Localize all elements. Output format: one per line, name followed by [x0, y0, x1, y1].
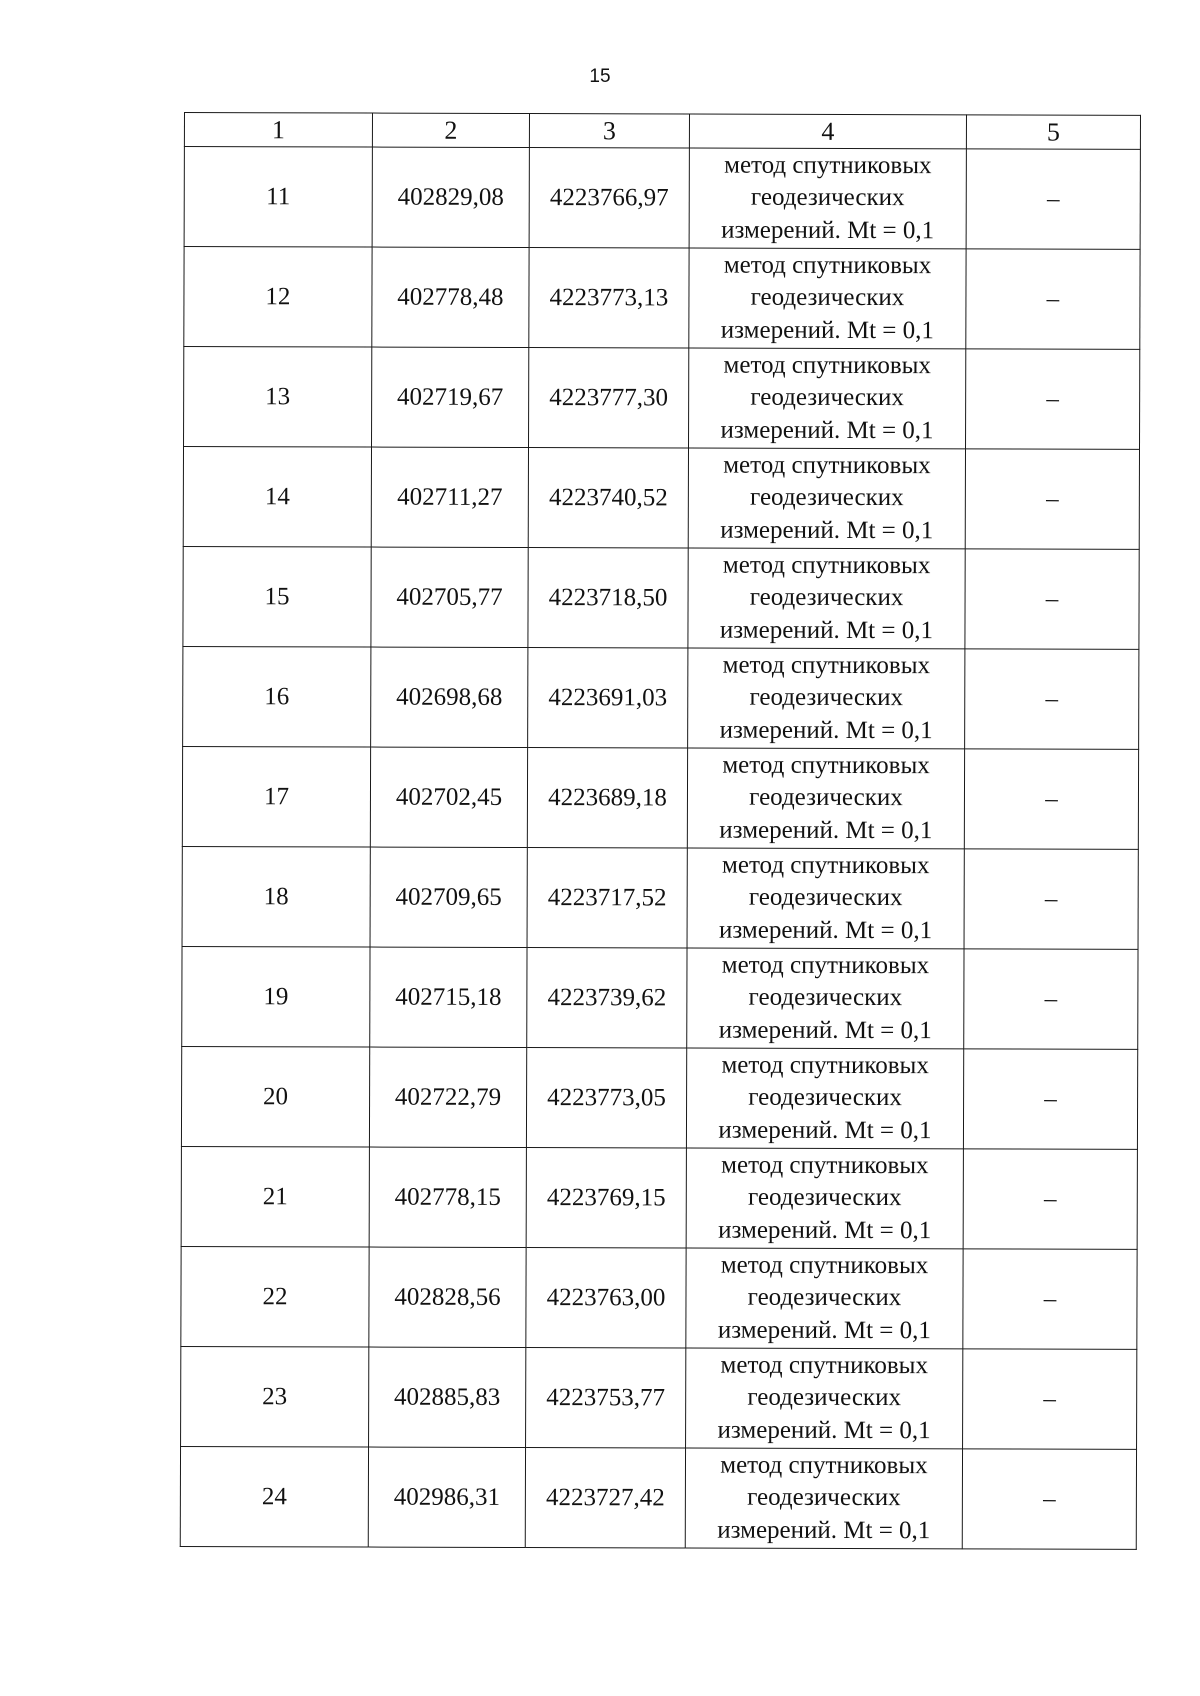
- method-cell: [689, 248, 966, 349]
- method-line: измерений. Mt = 0,1: [718, 1016, 932, 1044]
- method-line: метод спутниковых: [722, 751, 930, 779]
- method-line: метод спутниковых: [721, 1151, 929, 1179]
- y-coordinate-cell: 4223740,52: [528, 448, 688, 548]
- x-coordinate-cell: 402829,08: [372, 147, 529, 247]
- method-line: измерений. Mt = 0,1: [721, 216, 935, 244]
- column-header-4: 4: [689, 114, 966, 149]
- note-cell: –: [966, 349, 1140, 450]
- x-coordinate-cell: 402709,65: [370, 847, 527, 947]
- y-coordinate-cell: 4223766,97: [529, 148, 689, 248]
- method-cell: [689, 348, 966, 449]
- point-number-cell: 17: [182, 746, 370, 847]
- y-coordinate-cell: 4223769,15: [526, 1148, 686, 1248]
- x-coordinate-cell: 402698,68: [371, 647, 528, 747]
- y-coordinate-cell: 4223718,50: [528, 548, 688, 648]
- note-cell: –: [965, 549, 1139, 650]
- method-line: измерений. Mt = 0,1: [718, 1116, 932, 1144]
- method-line: измерений. Mt = 0,1: [719, 816, 933, 844]
- point-number-cell: 18: [182, 846, 370, 947]
- method-line: метод спутниковых: [724, 151, 932, 179]
- note-cell: –: [964, 749, 1138, 850]
- note-cell: –: [965, 649, 1139, 750]
- point-number-cell: 14: [183, 447, 371, 548]
- x-coordinate-cell: 402986,31: [368, 1447, 525, 1547]
- note-cell: –: [964, 949, 1138, 1050]
- point-number-cell: 21: [181, 1146, 369, 1247]
- column-header-5: 5: [966, 115, 1140, 150]
- table-body: [180, 147, 1140, 1550]
- method-cell: [685, 1448, 962, 1549]
- table-row: [182, 946, 1138, 1049]
- method-cell: [686, 1048, 963, 1149]
- method-line: метод спутниковых: [721, 951, 930, 979]
- x-coordinate-cell: 402778,15: [369, 1147, 526, 1247]
- y-coordinate-cell: 4223739,62: [527, 948, 687, 1048]
- method-line: метод спутниковых: [720, 1251, 929, 1279]
- x-coordinate-cell: 402705,77: [371, 547, 528, 647]
- point-number-cell: 11: [184, 147, 372, 248]
- method-line: измерений. Mt = 0,1: [717, 1416, 931, 1444]
- method-line: измерений. Mt = 0,1: [717, 1516, 931, 1544]
- point-number-cell: 13: [184, 347, 372, 448]
- point-number-cell: 22: [181, 1246, 369, 1347]
- table-row: [184, 347, 1140, 450]
- method-line: геодезических: [749, 683, 904, 712]
- x-coordinate-cell: 402702,45: [370, 747, 527, 847]
- method-line: измерений. Mt = 0,1: [719, 616, 934, 644]
- method-line: геодезических: [747, 1283, 902, 1312]
- table-row: [183, 546, 1139, 649]
- method-line: геодезических: [747, 1383, 902, 1412]
- x-coordinate-cell: 402722,79: [369, 1047, 526, 1147]
- table-row: [181, 1246, 1137, 1349]
- method-line: метод спутниковых: [721, 1051, 929, 1079]
- method-line: геодезических: [750, 483, 904, 512]
- note-cell: –: [964, 849, 1138, 950]
- method-line: метод спутниковых: [722, 851, 930, 879]
- y-coordinate-cell: 4223777,30: [529, 348, 689, 448]
- y-coordinate-cell: 4223689,18: [527, 748, 687, 848]
- y-coordinate-cell: 4223773,13: [529, 248, 689, 348]
- method-line: геодезических: [750, 283, 905, 312]
- table-row: [184, 147, 1140, 250]
- note-cell: –: [963, 1049, 1137, 1150]
- method-line: геодезических: [748, 983, 903, 1012]
- method-line: геодезических: [748, 883, 903, 912]
- point-number-cell: 20: [181, 1046, 369, 1147]
- x-coordinate-cell: 402715,18: [370, 947, 527, 1047]
- method-cell: [688, 548, 965, 649]
- method-line: измерений. Mt = 0,1: [720, 416, 934, 444]
- method-line: измерений. Mt = 0,1: [719, 716, 933, 744]
- method-line: измерений. Mt = 0,1: [720, 316, 934, 344]
- method-line: метод спутниковых: [722, 551, 931, 579]
- method-line: геодезических: [748, 1083, 902, 1112]
- note-cell: –: [962, 1449, 1136, 1550]
- note-cell: –: [963, 1149, 1137, 1250]
- x-coordinate-cell: 402711,27: [371, 447, 528, 547]
- table-row: [184, 247, 1140, 350]
- note-cell: –: [965, 449, 1139, 550]
- method-line: метод спутниковых: [723, 451, 931, 479]
- method-cell: [687, 848, 964, 949]
- table-row: [181, 1346, 1137, 1449]
- method-cell: [686, 1348, 963, 1449]
- table-row: [181, 1146, 1137, 1249]
- note-cell: –: [963, 1249, 1137, 1350]
- table-row: [181, 1046, 1137, 1149]
- table-header: [184, 113, 1140, 150]
- x-coordinate-cell: 402885,83: [369, 1347, 526, 1447]
- method-line: измерений. Mt = 0,1: [717, 1316, 931, 1344]
- y-coordinate-cell: 4223727,42: [525, 1448, 685, 1548]
- method-line: метод спутниковых: [720, 1451, 928, 1479]
- method-line: геодезических: [749, 783, 903, 812]
- point-number-cell: 19: [182, 946, 370, 1047]
- table-row: [183, 447, 1139, 550]
- note-cell: –: [966, 249, 1140, 350]
- y-coordinate-cell: 4223717,52: [527, 848, 687, 948]
- method-line: измерений. Mt = 0,1: [720, 516, 934, 544]
- table-row: [182, 746, 1138, 849]
- method-line: метод спутниковых: [720, 1351, 929, 1379]
- method-line: измерений. Mt = 0,1: [718, 1216, 932, 1244]
- method-cell: [686, 1148, 963, 1249]
- page-number: 15: [589, 66, 611, 87]
- table-row: [183, 646, 1139, 749]
- note-cell: –: [966, 149, 1140, 250]
- column-header-1: 1: [184, 113, 372, 148]
- point-number-cell: 15: [183, 546, 371, 647]
- method-line: геодезических: [749, 583, 904, 612]
- header-row: [184, 113, 1140, 150]
- method-line: геодезических: [750, 183, 905, 212]
- table-row: [180, 1446, 1136, 1549]
- y-coordinate-cell: 4223753,77: [526, 1348, 686, 1448]
- method-cell: [688, 648, 965, 749]
- method-line: геодезических: [750, 383, 904, 412]
- method-cell: [686, 1248, 963, 1349]
- method-line: геодезических: [747, 1483, 901, 1512]
- method-line: метод спутниковых: [723, 351, 931, 379]
- point-number-cell: 16: [183, 646, 371, 747]
- x-coordinate-cell: 402778,48: [372, 247, 529, 347]
- table-row: [182, 846, 1138, 949]
- method-line: метод спутниковых: [723, 251, 932, 279]
- method-cell: [689, 148, 966, 249]
- method-cell: [687, 748, 964, 849]
- point-number-cell: 12: [184, 247, 372, 348]
- method-cell: [688, 448, 965, 549]
- method-line: геодезических: [747, 1183, 902, 1212]
- y-coordinate-cell: 4223691,03: [528, 648, 688, 748]
- point-number-cell: 23: [181, 1346, 369, 1447]
- x-coordinate-cell: 402828,56: [369, 1247, 526, 1347]
- y-coordinate-cell: 4223763,00: [526, 1248, 686, 1348]
- note-cell: –: [963, 1349, 1137, 1450]
- method-cell: [687, 948, 964, 1049]
- y-coordinate-cell: 4223773,05: [526, 1048, 686, 1148]
- coordinates-table: [180, 112, 1141, 1550]
- column-header-2: 2: [372, 113, 529, 147]
- column-header-3: 3: [529, 114, 689, 148]
- method-line: метод спутниковых: [722, 651, 931, 679]
- point-number-cell: 24: [180, 1446, 368, 1547]
- method-line: измерений. Mt = 0,1: [718, 916, 933, 944]
- x-coordinate-cell: 402719,67: [372, 347, 529, 447]
